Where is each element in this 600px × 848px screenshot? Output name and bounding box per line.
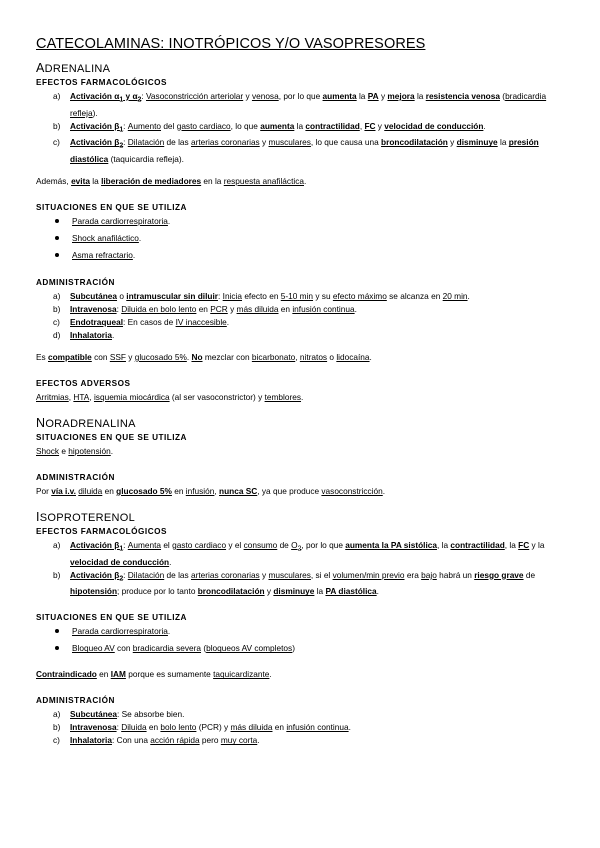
paragraph-adversos: Arritmias, HTA, isquemia miocárdica (al ser vasoconstrictor) y temblores. — [36, 391, 304, 402]
list-item: a) Activación $\beta_1$: Aumenta el gasto cardiaco y el consumo de $O_2$, por lo que aumenta la PA sistólica, la contractilidad, la FC y la velocidad de conducción. — [53, 539, 545, 567]
subheading-situaciones: SITUACIONES EN QUE SE UTILIZA — [36, 613, 187, 623]
list-item: b) Activación $\beta_2$: Dilatación de las arterias coronarias y musculares, si el volumen/min previo era bajo habrá un riesgo grave de hipotensión; produce por lo tanto broncodilatación y disminuye la PA diastólica. — [53, 569, 536, 597]
bullet-icon — [55, 646, 59, 650]
list-item: c) Inhalatoria: Con una acción rápida pero muy corta. — [53, 735, 260, 746]
bullet-icon — [55, 236, 59, 240]
document-title: CATECOLAMINAS: INOTRÓPICOS Y/O VASOPRESORES — [36, 36, 426, 52]
list-item: a) Subcutánea: Se absorbe bien. — [53, 709, 185, 720]
isoproterenol-efectos-list — [36, 539, 556, 598]
list-item: b) Intravenosa: Diluida en bolo lento en PCR y más diluida en infusión continua. — [53, 303, 357, 314]
list-item: Bloqueo AV con bradicardia severa (bloqueos AV completos) — [36, 642, 556, 655]
list-item: Parada cardiorrespiratoria. — [36, 625, 556, 638]
list-item: b) Activación $\beta_1$: Aumento del gasto cardiaco, lo que aumenta la contractilidad, FC y velocidad de conducción. — [53, 120, 486, 134]
isoproterenol-situaciones-list — [36, 625, 556, 655]
bullet-icon — [55, 219, 59, 223]
adrenalina-efectos-list — [36, 90, 556, 166]
list-item: a) Subcutánea o intramuscular sin diluir: Inicia efecto en 5-10 min y su efecto máximo se alcanza en 20 min. — [53, 290, 470, 301]
paragraph-administracion: Por vía i.v. diluida en glucosado 5% en infusión, nunca SC, ya que produce vasoconstricción. — [36, 485, 386, 496]
adrenalina-situaciones-list — [36, 215, 556, 262]
paragraph-ademas: Además, evita la liberación de mediadores en la respuesta anafiláctica. — [36, 175, 307, 186]
subheading-efectos-farmacologicos: EFECTOS FARMACOLÓGICOS — [36, 78, 167, 87]
subheading-administracion: ADMINISTRACIÓN — [36, 696, 115, 706]
subheading-efectos-adversos: EFECTOS ADVERSOS — [36, 378, 131, 388]
list-item: a) Activación $\alpha_1$ y $\alpha_2$: Vasoconstricción arteriolar y venosa, por lo que aumenta la PA y mejora la resistencia venosa (bradicardia refleja). — [53, 91, 547, 118]
paragraph-situaciones: Shock e hipotensión. — [36, 445, 114, 456]
subheading-efectos-farmacologicos: EFECTOS FARMACOLÓGICOS — [36, 526, 167, 536]
list-item: Parada cardiorrespiratoria. — [36, 215, 556, 228]
subheading-administracion: ADMINISTRACIÓN — [36, 472, 115, 482]
list-item: d) Inhalatoria. — [53, 329, 115, 340]
list-item: Shock anafiláctico. — [36, 232, 556, 245]
subheading-situaciones: SITUACIONES EN QUE SE UTILIZA — [36, 432, 187, 442]
list-item: Asma refractario. — [36, 249, 556, 262]
list-item: c) Activación $\beta_2$: Dilatación de las arterias coronarias y musculares, lo que causa una broncodilatación y disminuye la presión diastólica (taquicardia refleja). — [53, 137, 539, 164]
paragraph-compatibilidad: Es compatible con SSF y glucosado 5%. No mezclar con bicarbonato, nitratos o lidocaína. — [36, 351, 372, 362]
subheading-situaciones: SITUACIONES EN QUE SE UTILIZA — [36, 202, 187, 212]
adrenalina-admin-list — [36, 290, 556, 342]
subheading-administracion: ADMINISTRACIÓN — [36, 277, 115, 287]
bullet-icon — [55, 629, 59, 633]
paragraph-contraindicado: Contraindicado en IAM porque es sumamente taquicardizante. — [36, 669, 272, 680]
list-item: b) Intravenosa: Diluida en bolo lento (PCR) y más diluida en infusión continua. — [53, 722, 351, 733]
isoproterenol-admin-list — [36, 708, 556, 747]
section-heading-noradrenalina: NORADRENALINA — [36, 415, 136, 430]
bullet-icon — [55, 253, 59, 257]
list-item: c) Endotraqueal: En casos de IV inaccesible. — [53, 316, 230, 327]
section-heading-isoproterenol: ISOPROTERENOL — [36, 509, 136, 524]
section-heading-adrenalina: ADRENALINA — [36, 61, 111, 75]
